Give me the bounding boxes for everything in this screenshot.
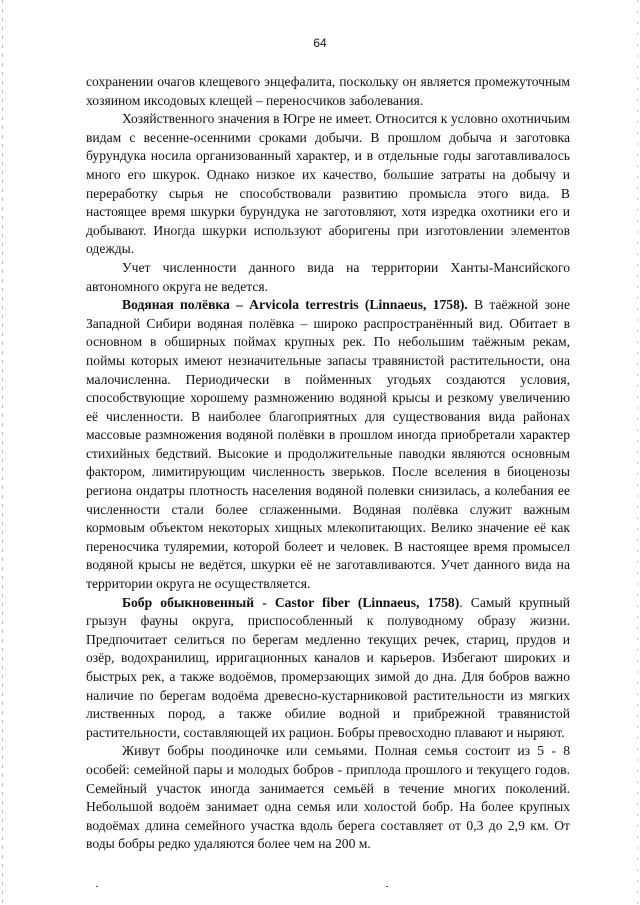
paragraph-continuation: сохранении очагов клещевого энцефалита, поскольку он является промежуточным хозяином иксодовых клещей – переносчиков заболевания.: [86, 74, 570, 108]
paragraph-water-vole-text: В таёжной зоне Западной Сибири водяная полёвка – широко распространённый вид. Обитает в основном в обширных поймах крупных рек. По небольшим таёжным рекам, поймы которых имеют незначительные запасы травянистой растительности, она малочисленна. Периодически в пойменных угодьях создаются условия, способствующие хорошему размножению водяной крысы и резкому увеличению её численности. В наиболее благоприятных для существования вида районах массовые размножения водяной полёвки в прошлом иногда приобретали характер стихийных бедствий. Высокие и продолжительные паводки являются основным фактором, лимитирующим численность зверьков. После вселения в биоценозы региона ондатры плотность населения водяной полевки снизилась, а колебания ее численности стали более сглаженными. Водяная полёвка служит важным кормовым объектом некоторых хищных млекопитающих. Велико значение её как переносчика туляремии, которой болеет и человек. В настоящее время промысел водяной крысы не ведётся, шкурки её не заготавливаются. Учет данного вида на территории округа не осуществляется.: [86, 297, 570, 592]
scan-speck: [96, 886, 98, 887]
paragraph-beaver-families: Живут бобры поодиночке или семьями. Полная семья состоит из 5 - 8 особей: семейной пары и молодых бобров - приплода прошлого и текущего годов. Семейный участок иногда занимается семьёй в течение многих поколений. Небольшой водоём занимает одна семья или холостой бобр. На более крупных водоёмах длина семейного участка вдоль берега составляет от 0,3 до 2,9 км. От воды бобры редко удаляются более чем на 200 м.: [86, 743, 570, 852]
paragraph-economic-value: Хозяйственного значения в Югре не имеет. Относится к условно охотничьим видам с весенне-осенними сроками добычи. В прошлом добыча и заготовка бурундука носила организованный характер, и в отдельные годы заготавливалось много его шкурок. Однако низкое их качество, большие затраты на добычу и переработку сырья не способствовали развитию промысла этого вида. В настоящее время шкурки бурундука не заготовляют, хотя изредка охотники его и добывают. Иногда шкурки используют аборигены при изготовлении элементов одежды.: [86, 111, 570, 257]
paragraph-beaver-text: . Самый крупный грызун фауны округа, приспособленный к полуводному образу жизни. Предпочитает селиться по берегам медленно текущих речек, стариц, прудов и озёр, водохранилищ, ирригационных каналов и карьеров. Избегают широких и быстрых рек, а также водоёмов, промерзающих зимой до дна. Для бобров важно наличие по берегам водоёма древесно-кустарниковой растительности из мягких лиственных пород, а также обилие водной и прибрежной травянистой растительности, составляющей их рацион. Бобры превосходно плавают и ныряют.: [86, 594, 570, 740]
paragraph-census: Учет численности данного вида на территории Ханты-Мансийского автономного округа не ведется.: [86, 259, 570, 294]
paragraph-beaver: [86, 594, 570, 743]
paragraph-water-vole: [86, 296, 570, 594]
body-text: [86, 73, 570, 854]
scan-edge-left: [2, 0, 3, 905]
scan-edge-right: [637, 0, 638, 905]
scan-speck: [386, 886, 388, 887]
species-heading-water-vole: Водяная полёвка – Arvicola terrestris (Linnaeus, 1758).: [122, 297, 468, 313]
page-number: 64: [313, 36, 327, 50]
species-heading-beaver: Бобр обыкновенный - Castor fiber (Linnaeus, 1758): [122, 594, 460, 610]
